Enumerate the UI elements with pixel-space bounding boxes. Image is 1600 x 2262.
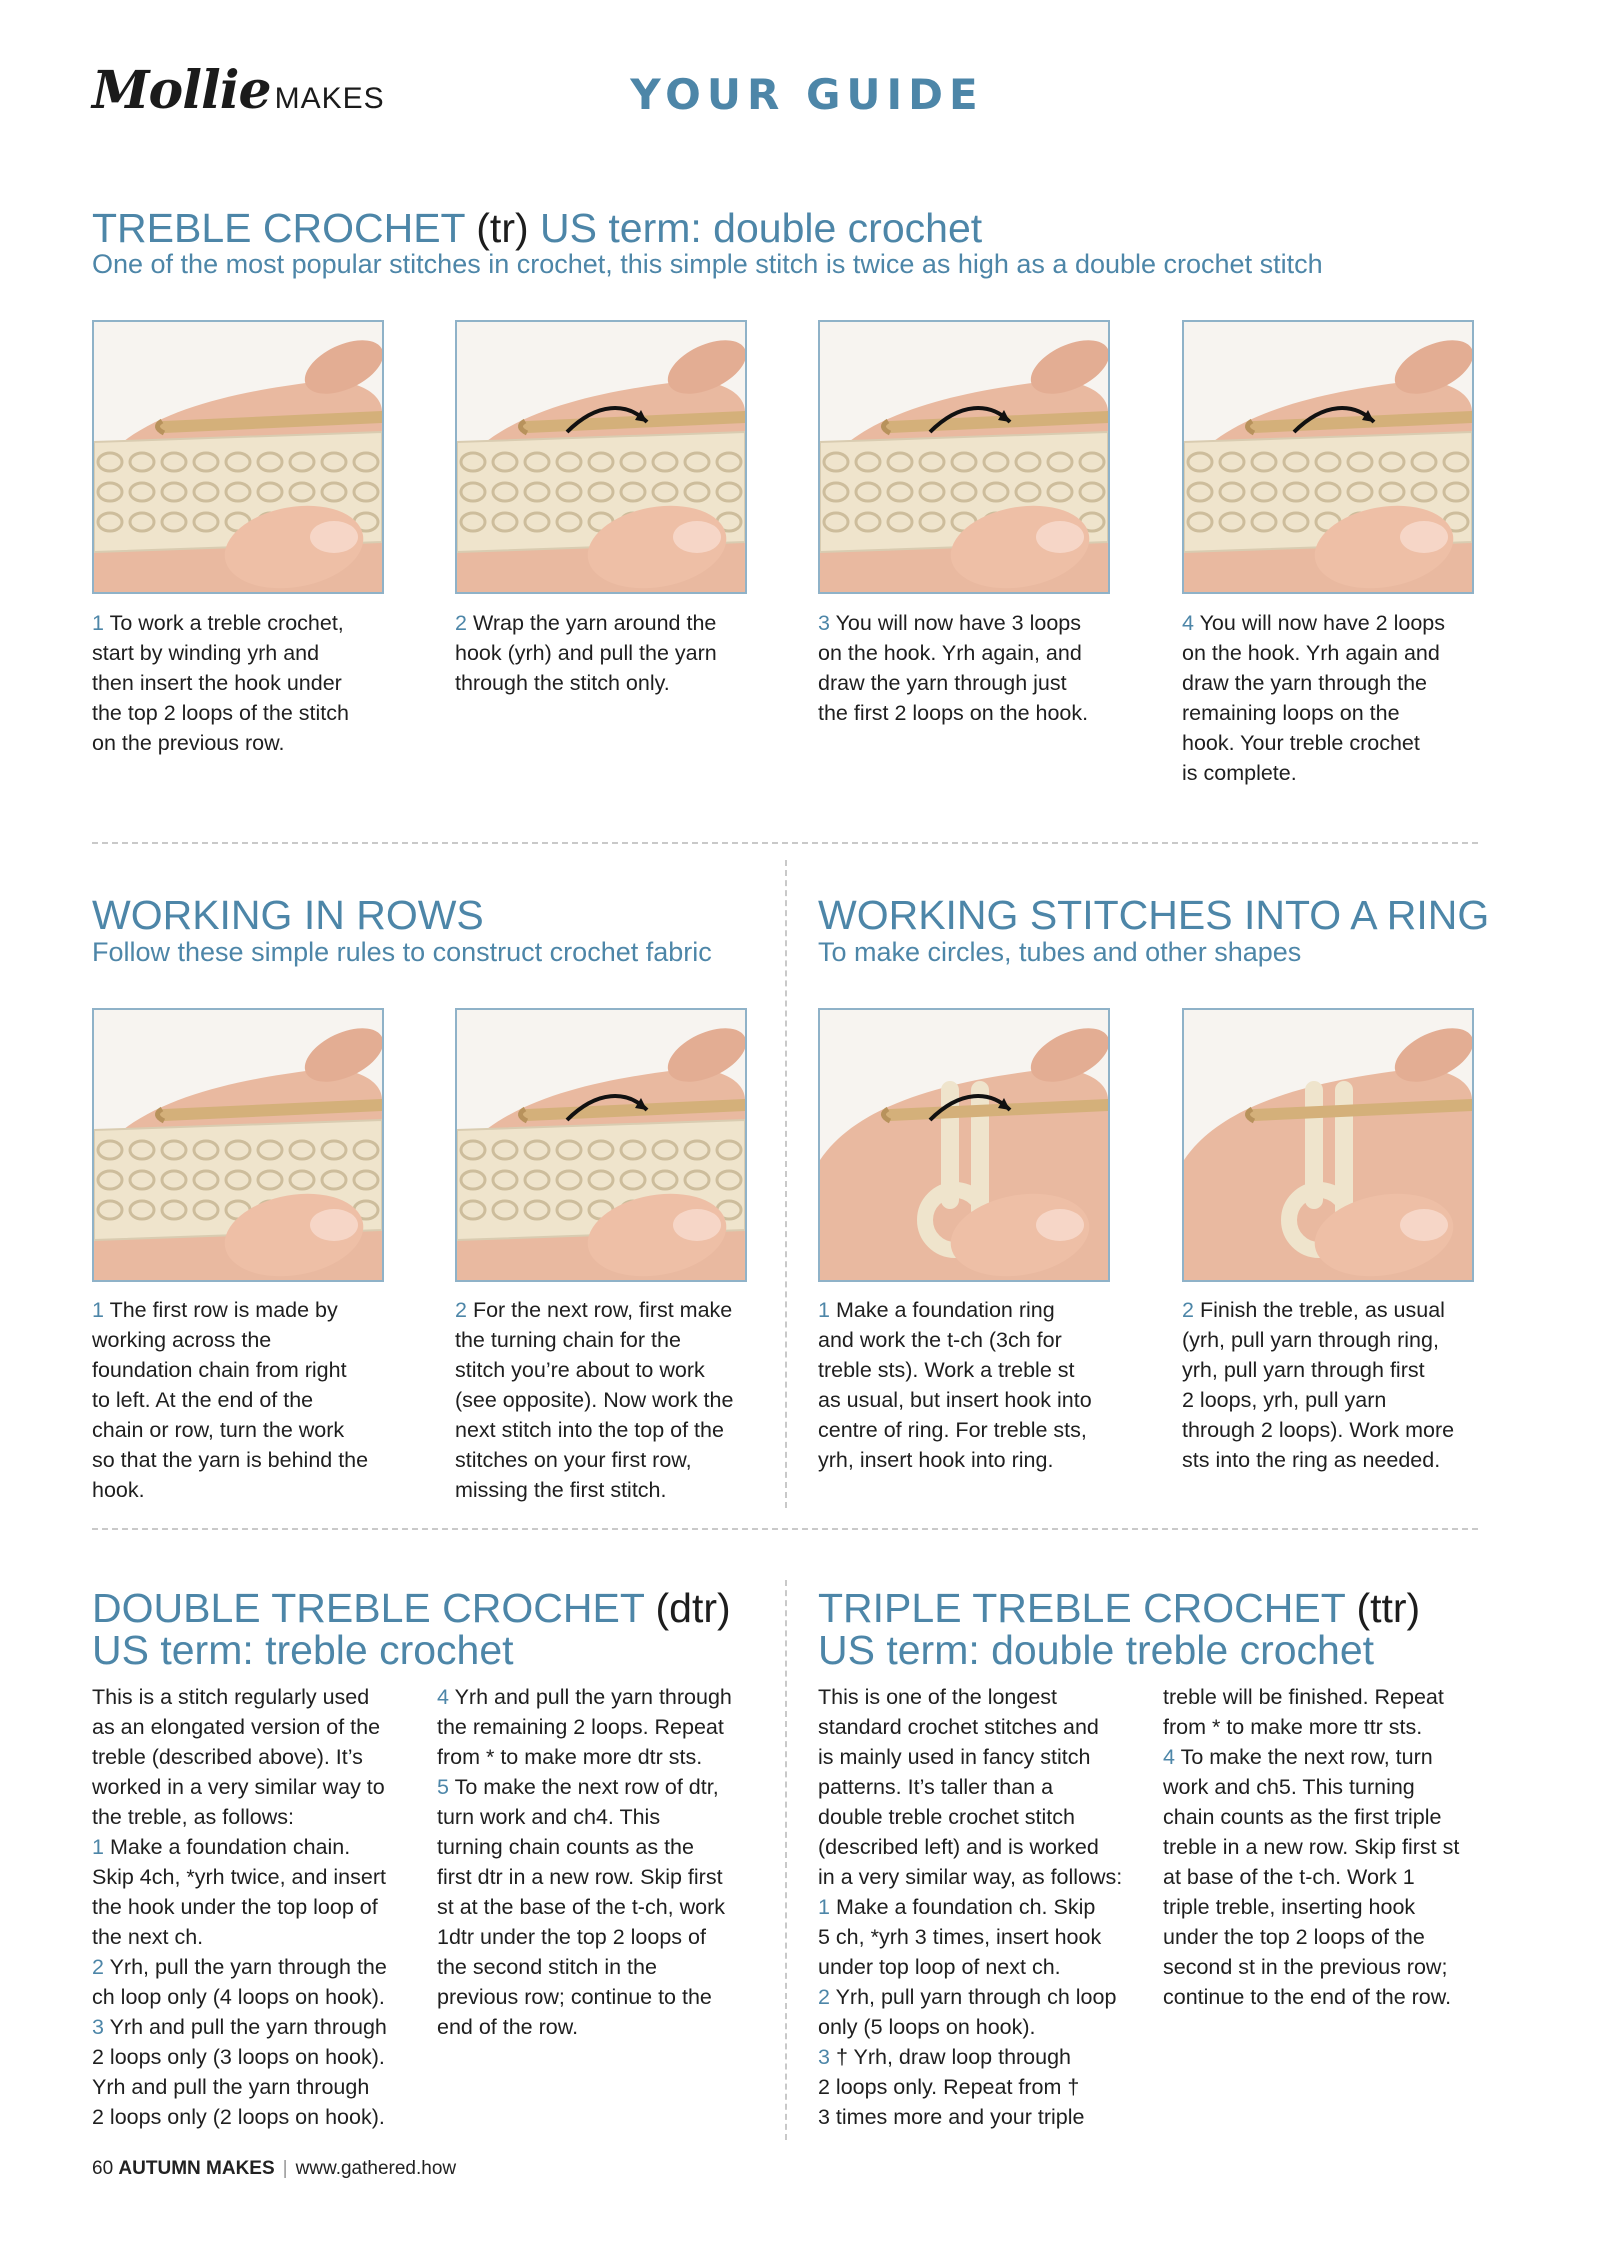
text-line — [437, 1892, 767, 1922]
line-text: through the stitch only. — [455, 671, 670, 695]
text-line — [1182, 1325, 1482, 1355]
thumbnail — [673, 521, 721, 553]
text-line — [92, 1475, 392, 1505]
text-line — [437, 1952, 767, 1982]
rows-photo-1 — [92, 1008, 384, 1282]
rows-step-2 — [455, 1295, 755, 1505]
treble-photo-3 — [818, 320, 1110, 594]
step-number: 1 — [92, 1835, 104, 1859]
ring-photo-1 — [818, 1008, 1110, 1282]
text-line — [92, 1445, 392, 1475]
step-number: 2 — [1182, 1298, 1194, 1322]
line-text: st at the base of the t-ch, work — [437, 1895, 726, 1919]
line-text: the next ch. — [92, 1925, 204, 1949]
thumbnail — [310, 521, 358, 553]
text-line — [818, 608, 1118, 638]
text-line — [818, 638, 1118, 668]
text-line — [455, 1445, 755, 1475]
line-text: the top 2 loops of the stitch — [92, 701, 349, 725]
text-line — [92, 1355, 392, 1385]
text-line — [818, 668, 1118, 698]
rows-step-1 — [92, 1295, 392, 1505]
line-text: working across the — [92, 1328, 272, 1352]
text-line — [92, 728, 392, 758]
line-text: 2 loops only. Repeat from † — [818, 2075, 1080, 2099]
text-line — [92, 1802, 422, 1832]
text-line — [1163, 1982, 1493, 2012]
treble-title: TREBLE CROCHET — [92, 205, 465, 251]
text-line — [818, 1832, 1148, 1862]
step-number: 1 — [818, 1895, 830, 1919]
line-text: centre of ring. For treble sts, — [818, 1418, 1087, 1442]
line-text: is complete. — [1182, 761, 1297, 785]
text-line — [1182, 728, 1482, 758]
ring-subtitle: To make circles, tubes and other shapes — [818, 937, 1302, 967]
line-text: (described left) and is worked — [818, 1835, 1099, 1859]
line-text: (yrh, pull yarn through ring, — [1182, 1328, 1439, 1352]
line-text: Finish the treble, as usual — [1199, 1298, 1445, 1322]
line-text: yrh, pull yarn through first — [1182, 1358, 1425, 1382]
text-line — [437, 1742, 767, 1772]
line-text: start by winding yrh and — [92, 641, 320, 665]
step-number: 1 — [92, 1298, 104, 1322]
ttr-heading — [818, 1585, 1420, 1631]
text-line — [818, 1415, 1118, 1445]
step-number: 2 — [92, 1955, 104, 1979]
line-text: You will now have 3 loops — [835, 611, 1081, 635]
treble-step-1 — [92, 608, 392, 758]
text-line — [92, 1922, 422, 1952]
text-line — [818, 1952, 1148, 1982]
line-text: foundation chain from right — [92, 1358, 347, 1382]
line-text: 1dtr under the top 2 loops of — [437, 1925, 706, 1949]
text-line — [1163, 1832, 1493, 1862]
treble-us-term: US term: double crochet — [540, 205, 983, 251]
line-text: in a very similar way, as follows: — [818, 1865, 1123, 1889]
line-text: the hook under the top loop of — [92, 1895, 378, 1919]
line-text: The first row is made by — [109, 1298, 338, 1322]
line-text: To make the next row, turn — [1180, 1745, 1433, 1769]
line-text: next stitch into the top of the — [455, 1418, 724, 1442]
logo-script: Mollie — [92, 60, 271, 121]
line-text: Make a foundation ch. Skip — [835, 1895, 1096, 1919]
step-number: 2 — [455, 611, 467, 635]
line-text: 3 times more and your triple — [818, 2105, 1085, 2129]
step-number: 3 — [92, 2015, 104, 2039]
text-line — [818, 1682, 1148, 1712]
line-text: This is one of the longest — [818, 1685, 1058, 1709]
thumbnail — [673, 1209, 721, 1241]
text-line — [437, 2012, 767, 2042]
line-text: worked in a very similar way to — [92, 1775, 385, 1799]
text-line — [92, 698, 392, 728]
line-text: missing the first stitch. — [455, 1478, 667, 1502]
dtr-column-1 — [92, 1682, 422, 2132]
ring-step-2 — [1182, 1295, 1482, 1475]
text-line — [818, 1802, 1148, 1832]
treble-step-4 — [1182, 608, 1482, 788]
line-text: as an elongated version of the — [92, 1715, 381, 1739]
text-line — [1182, 638, 1482, 668]
line-text: then insert the hook under — [92, 671, 342, 695]
vertical-divider-2 — [785, 1580, 787, 2140]
line-text: Yrh and pull the yarn through — [454, 1685, 732, 1709]
text-line — [92, 1682, 422, 1712]
line-text: For the next row, first make — [472, 1298, 733, 1322]
line-text: double treble crochet stitch — [818, 1805, 1075, 1829]
ttr-title: TRIPLE TREBLE CROCHET — [818, 1585, 1346, 1631]
text-line — [92, 2072, 422, 2102]
text-line — [437, 1802, 767, 1832]
text-line — [437, 1682, 767, 1712]
text-line — [92, 1892, 422, 1922]
text-line — [1163, 1862, 1493, 1892]
text-line — [1163, 1772, 1493, 1802]
vertical-divider-1 — [785, 860, 787, 1508]
line-text: chain counts as the first triple — [1163, 1805, 1442, 1829]
text-line — [818, 1772, 1148, 1802]
line-text: turn work and ch4. This — [437, 1805, 661, 1829]
line-text: stitch you’re about to work — [455, 1358, 705, 1382]
text-line — [818, 1922, 1148, 1952]
text-line — [455, 668, 755, 698]
dtr-us-term: US term: treble crochet — [92, 1627, 514, 1673]
rows-photo-2 — [455, 1008, 747, 1282]
text-line — [1182, 608, 1482, 638]
line-text: end of the row. — [437, 2015, 579, 2039]
text-line — [818, 2012, 1148, 2042]
line-text: the treble, as follows: — [92, 1805, 294, 1829]
text-line — [455, 1475, 755, 1505]
divider-2 — [92, 1528, 1478, 1530]
text-line — [1163, 1802, 1493, 1832]
line-text: Skip 4ch, *yrh twice, and insert — [92, 1865, 386, 1889]
ring-title: WORKING STITCHES INTO A RING — [818, 892, 1490, 938]
line-text: patterns. It’s taller than a — [818, 1775, 1054, 1799]
text-line — [1163, 1952, 1493, 1982]
line-text: 2 loops, yrh, pull yarn — [1182, 1388, 1387, 1412]
line-text: the turning chain for the — [455, 1328, 681, 1352]
treble-heading — [92, 205, 982, 251]
step-number: 2 — [818, 1985, 830, 2009]
text-line — [1182, 698, 1482, 728]
text-line — [92, 608, 392, 638]
text-line — [437, 1982, 767, 2012]
line-text: from * to make more ttr sts. — [1163, 1715, 1423, 1739]
dtr-abbr: (dtr) — [655, 1585, 731, 1631]
line-text: chain or row, turn the work — [92, 1418, 345, 1442]
treble-step-2 — [455, 608, 755, 698]
ttr-abbr: (ttr) — [1356, 1585, 1421, 1631]
line-text: † Yrh, draw loop through — [835, 2045, 1072, 2069]
text-line — [1163, 1742, 1493, 1772]
line-text: as usual, but insert hook into — [818, 1388, 1092, 1412]
text-line — [818, 1862, 1148, 1892]
line-text: under the top 2 loops of the — [1163, 1925, 1425, 1949]
line-text: To make the next row of dtr, — [454, 1775, 719, 1799]
divider-1 — [92, 842, 1478, 844]
ttr-column-1 — [818, 1682, 1148, 2132]
text-line — [92, 1415, 392, 1445]
line-text: Make a foundation chain. — [109, 1835, 351, 1859]
ring-step-1 — [818, 1295, 1118, 1475]
rows-title: WORKING IN ROWS — [92, 892, 484, 938]
rows-subtitle: Follow these simple rules to construct crochet fabric — [92, 937, 712, 967]
text-line — [455, 608, 755, 638]
line-text: on the hook. Yrh again, and — [818, 641, 1082, 665]
line-text: triple treble, inserting hook — [1163, 1895, 1416, 1919]
text-line — [437, 1712, 767, 1742]
line-text: to left. At the end of the — [92, 1388, 314, 1412]
line-text: work and ch5. This turning — [1163, 1775, 1415, 1799]
text-line — [818, 1982, 1148, 2012]
text-line — [437, 1862, 767, 1892]
text-line — [92, 668, 392, 698]
dtr-heading — [92, 1585, 731, 1631]
line-text: yrh, insert hook into ring. — [818, 1448, 1054, 1472]
line-text: so that the yarn is behind the — [92, 1448, 369, 1472]
text-line — [1163, 1892, 1493, 1922]
treble-subtitle: One of the most popular stitches in crochet, this simple stitch is twice as high as a double crochet stitch — [92, 249, 1323, 279]
treble-photo-1 — [92, 320, 384, 594]
line-text: the second stitch in the — [437, 1955, 657, 1979]
text-line — [1182, 1415, 1482, 1445]
line-text: draw the yarn through just — [818, 671, 1067, 695]
line-text: under top loop of next ch. — [818, 1955, 1061, 1979]
line-text: first dtr in a new row. Skip first — [437, 1865, 723, 1889]
text-line — [92, 1385, 392, 1415]
treble-abbr: (tr) — [476, 205, 529, 251]
ttr-column-2 — [1163, 1682, 1493, 2012]
text-line — [1182, 1295, 1482, 1325]
step-number: 1 — [92, 611, 104, 635]
text-line — [818, 1712, 1148, 1742]
text-line — [92, 1832, 422, 1862]
text-line — [1182, 668, 1482, 698]
website-url: www.gathered.how — [295, 2158, 457, 2179]
text-line — [818, 1325, 1118, 1355]
step-number: 3 — [818, 2045, 830, 2069]
step-number: 2 — [455, 1298, 467, 1322]
line-text: draw the yarn through the — [1182, 671, 1428, 695]
text-line — [92, 2042, 422, 2072]
line-text: at base of the t-ch. Work 1 — [1163, 1865, 1415, 1889]
step-number: 4 — [437, 1685, 449, 1709]
line-text: To work a treble crochet, — [109, 611, 344, 635]
thumbnail — [1400, 521, 1448, 553]
step-number: 5 — [437, 1775, 449, 1799]
line-text: hook. — [92, 1478, 145, 1502]
line-text: previous row; continue to the — [437, 1985, 712, 2009]
line-text: sts into the ring as needed. — [1182, 1448, 1441, 1472]
text-line — [1182, 758, 1482, 788]
text-line — [455, 1415, 755, 1445]
line-text: turning chain counts as the — [437, 1835, 694, 1859]
text-line — [455, 1295, 755, 1325]
line-text: treble sts). Work a treble st — [818, 1358, 1075, 1382]
line-text: hook. Your treble crochet — [1182, 731, 1420, 755]
text-line — [455, 1385, 755, 1415]
page-number: 60 — [92, 2158, 114, 2179]
step-number: 1 — [818, 1298, 830, 1322]
thumbnail — [1400, 1209, 1448, 1241]
text-line — [1182, 1385, 1482, 1415]
line-text: on the previous row. — [92, 731, 285, 755]
line-text: through 2 loops). Work more — [1182, 1418, 1455, 1442]
thumbnail — [1036, 521, 1084, 553]
treble-photo-4 — [1182, 320, 1474, 594]
text-line — [455, 1325, 755, 1355]
dtr-title: DOUBLE TREBLE CROCHET — [92, 1585, 645, 1631]
thumbnail — [1036, 1209, 1084, 1241]
line-text: Yrh, pull yarn through ch loop — [835, 1985, 1117, 2009]
text-line — [818, 1445, 1118, 1475]
text-line — [437, 1922, 767, 1952]
line-text: second st in the previous row; — [1163, 1955, 1448, 1979]
text-line — [818, 698, 1118, 728]
text-line — [818, 1892, 1148, 1922]
line-text: Wrap the yarn around the — [472, 611, 717, 635]
text-line — [92, 2012, 422, 2042]
line-text: hook (yrh) and pull the yarn — [455, 641, 717, 665]
line-text: treble will be finished. Repeat — [1163, 1685, 1444, 1709]
logo-caps: MAKES — [274, 82, 385, 115]
text-line — [818, 1355, 1118, 1385]
text-line — [92, 1742, 422, 1772]
section-title: YOUR GUIDE — [630, 70, 984, 119]
text-line — [818, 2042, 1148, 2072]
treble-step-3 — [818, 608, 1118, 728]
ttr-us-term: US term: double treble crochet — [818, 1627, 1375, 1673]
line-text: treble in a new row. Skip first st — [1163, 1835, 1460, 1859]
line-text: Make a foundation ring — [835, 1298, 1055, 1322]
line-text: on the hook. Yrh again and — [1182, 641, 1440, 665]
line-text: Yrh and pull the yarn through — [109, 2015, 387, 2039]
text-line — [818, 1385, 1118, 1415]
line-text: is mainly used in fancy stitch — [818, 1745, 1091, 1769]
text-line — [92, 1982, 422, 2012]
text-line — [92, 1862, 422, 1892]
text-line — [818, 1742, 1148, 1772]
text-line — [437, 1832, 767, 1862]
text-line — [437, 1772, 767, 1802]
text-line — [1163, 1922, 1493, 1952]
step-number: 3 — [818, 611, 830, 635]
text-line — [92, 1325, 392, 1355]
step-number: 4 — [1182, 611, 1194, 635]
line-text: (see opposite). Now work the — [455, 1388, 734, 1412]
dtr-column-2 — [437, 1682, 767, 2042]
line-text: 5 ch, *yrh 3 times, insert hook — [818, 1925, 1102, 1949]
text-line — [92, 638, 392, 668]
text-line — [92, 2102, 422, 2132]
line-text: and work the t-ch (3ch for — [818, 1328, 1062, 1352]
line-text: standard crochet stitches and — [818, 1715, 1099, 1739]
line-text: 2 loops only (2 loops on hook). — [92, 2105, 385, 2129]
line-text: remaining loops on the — [1182, 701, 1400, 725]
section-header — [0, 70, 1600, 119]
text-line — [1163, 1712, 1493, 1742]
line-text: continue to the end of the row. — [1163, 1985, 1452, 2009]
thumbnail — [310, 1209, 358, 1241]
text-line — [92, 1952, 422, 1982]
line-text: Yrh and pull the yarn through — [92, 2075, 370, 2099]
text-line — [92, 1295, 392, 1325]
text-line — [818, 2102, 1148, 2132]
text-line — [92, 1772, 422, 1802]
text-line — [818, 2072, 1148, 2102]
treble-photo-2 — [455, 320, 747, 594]
line-text: the remaining 2 loops. Repeat — [437, 1715, 724, 1739]
ring-photo-2 — [1182, 1008, 1474, 1282]
magazine-name: AUTUMN MAKES — [118, 2158, 275, 2179]
text-line — [1163, 1682, 1493, 1712]
text-line — [1182, 1355, 1482, 1385]
line-text: from * to make more dtr sts. — [437, 1745, 703, 1769]
line-text: Yrh, pull the yarn through the — [109, 1955, 387, 1979]
text-line — [1182, 1445, 1482, 1475]
line-text: the first 2 loops on the hook. — [818, 701, 1089, 725]
text-line — [92, 1712, 422, 1742]
text-line — [455, 1355, 755, 1385]
line-text: 2 loops only (3 loops on hook). — [92, 2045, 385, 2069]
line-text: stitches on your first row, — [455, 1448, 692, 1472]
line-text: only (5 loops on hook). — [818, 2015, 1036, 2039]
line-text: You will now have 2 loops — [1199, 611, 1445, 635]
step-number: 4 — [1163, 1745, 1175, 1769]
page-footer: 60 AUTUMN MAKES | www.gathered.how — [92, 2158, 457, 2179]
text-line — [818, 1295, 1118, 1325]
text-line — [455, 638, 755, 668]
line-text: This is a stitch regularly used — [92, 1685, 370, 1709]
line-text: ch loop only (4 loops on hook). — [92, 1985, 385, 2009]
line-text: treble (described above). It’s — [92, 1745, 363, 1769]
